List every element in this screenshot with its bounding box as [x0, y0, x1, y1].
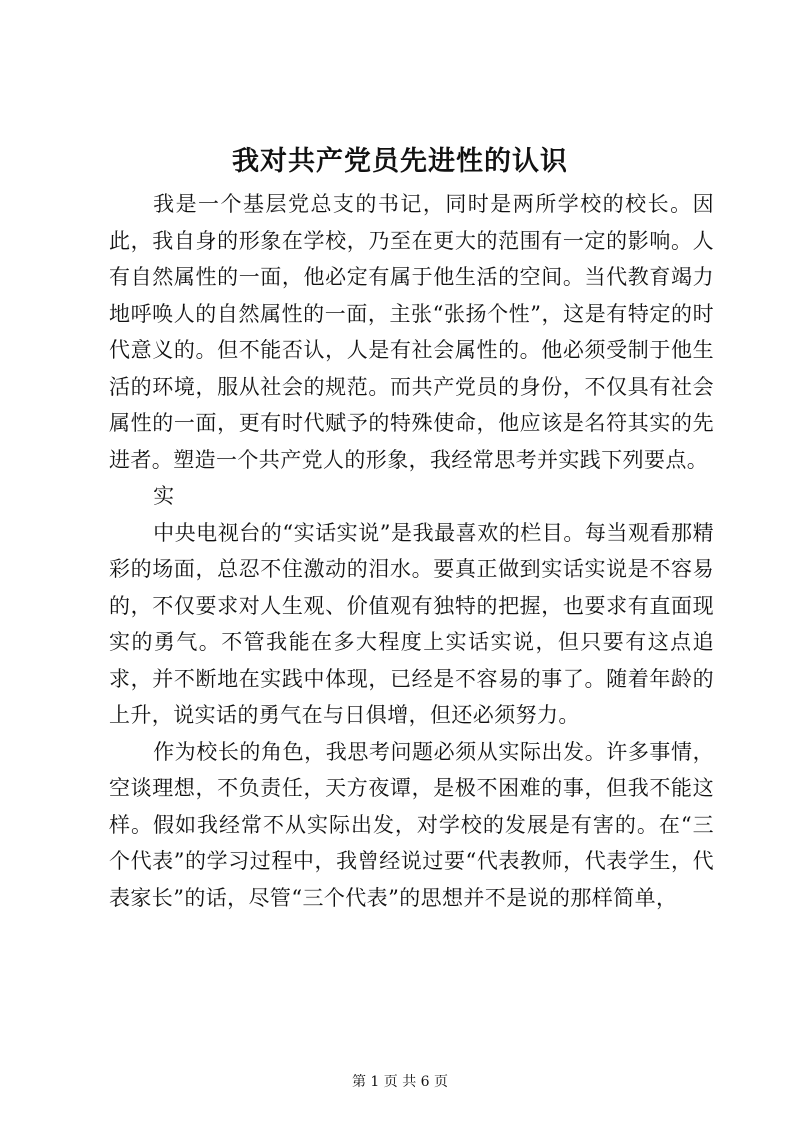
paragraph-cctv: 中央电视台的“实话实说”是我最喜欢的栏目。每当观看那精彩的场面，总忍不住激动的泪水。要真正做到实话实说是不容易的，不仅要求对人生观、价值观有独特的把握，也要求有直面现实的勇气。不管我能在多大程度上实话实说，但只要有这点追求，并不断地在实践中体现，已经是不容易的事了。随着年龄的上升，说实话的勇气在与日俱增，但还必须努力。	[109, 520, 714, 727]
document-body	[109, 186, 714, 916]
paragraph-intro: 我是一个基层党总支的书记，同时是两所学校的校长。因此，我自身的形象在学校，乃至在更大的范围有一定的影响。人有自然属性的一面，他必定有属于他生活的空间。当代教育竭力地呼唤人的自然属性的一面，主张“张扬个性”，这是有特定的时代意义的。但不能否认，人是有社会属性的。他必须受制于他生活的环境，服从社会的规范。而共产党员的身份，不仅具有社会属性的一面，更有时代赋予的特殊使命，他应该是名符其实的先进者。塑造一个共产党人的形象，我经常思考并实践下列要点。	[109, 192, 714, 472]
paragraph-principal-role: 作为校长的角色，我思考问题必须从实际出发。许多事情，空谈理想，不负责任，天方夜谭，是极不困难的事，但我不能这样。假如我经常不从实际出发，对学校的发展是有害的。在“三个代表”的学习过程中，我曾经说过要“代表教师，代表学生，代表家长”的话，尽管“三个代表”的思想并不是说的那样简单，	[109, 739, 714, 910]
section-heading-shi: 实	[153, 484, 175, 508]
page-footer: 第 1 页 共 6 页	[351, 1074, 449, 1090]
document-title: 我对共产党员先进性的认识	[232, 146, 568, 177]
